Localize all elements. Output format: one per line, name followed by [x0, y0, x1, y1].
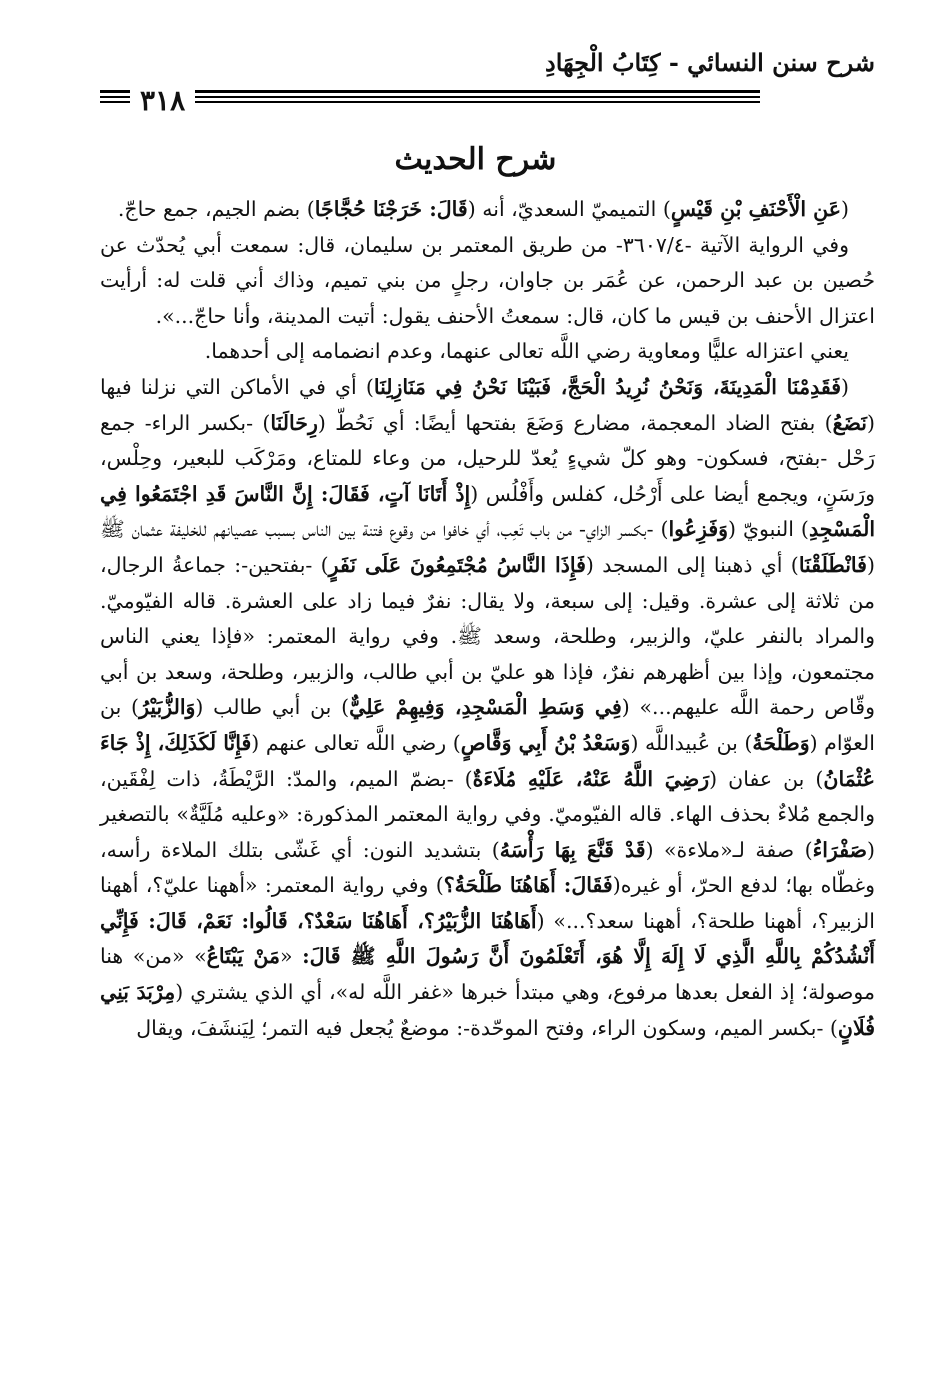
hadith-quote: فَإِذَا النَّاسُ مُجْتَمِعُونَ عَلَى نَفَرٍ: [328, 552, 586, 577]
hadith-quote: صَفْرَاءُ: [812, 837, 868, 862]
hadith-quote: وَالزُّبَيْرُ: [139, 695, 196, 720]
hadith-quote: إِذْ أَتَانَا آتٍ، فَقَالَ: إِنَّ النَّاسَ قَدِ اجْتَمَعُوا فِي الْمَسْجِدِ: [100, 481, 876, 542]
hadith-quote: مِرْبَدَ بَنِي فُلَانٍ: [100, 980, 875, 1040]
hadith-quote: نَضَعُ: [832, 410, 867, 435]
hadith-quote: مَنْ يَبْتَاعُ: [206, 944, 280, 969]
commentary-text: ) أي ذهبنا إلى المسجد (: [585, 552, 799, 577]
commentary-text: ) -بفتحين-: جماعةُ الرجال، من ثلاثة إلى عشرة. وقيل: إلى سبعة، ولا يقال: نفرٌ فيما زاد على العشرة. قاله الفيّوميّ. والمراد بالنفر عليّ، والزبير، وطلحة، وسعد ﷺ. وفي رواية المعتمر: «فإذا يعني الناس مجتمعون، وإذا بين أظهرهم نفرٌ، فإذا هو عليّ بن أبي طالب، والزبير، وطلحة، وسعد بن أبي وقّاص رحمة اللَّه عليهم...» (: [100, 552, 875, 720]
hadith-quote: وَطَلْحَةُ: [752, 730, 810, 755]
commentary-text: «: [279, 944, 303, 969]
hadith-quote: قَدْ قَنَّعَ بِهَا رَأْسَهُ: [499, 837, 646, 862]
hadith-quote: وَسَعْدُ بْنُ أَبِي وَقَّاصٍ: [460, 730, 631, 755]
header-rule: [100, 90, 760, 106]
commentary-text: ) التميميّ السعديّ، أنه (: [467, 197, 671, 221]
page-header: [100, 40, 875, 117]
hadith-quote: قَالَ: خَرَجْنَا حُجَّاجًا: [314, 197, 468, 221]
commentary-text: ) بتشديد النون: أي غَشّى بتلك الملاءة رأسه، وغطّاه بها؛ لدفع الحرّ، أو غيره(: [100, 837, 875, 898]
hadith-quote: وَفَزِعُوا: [668, 517, 729, 542]
paragraph: [100, 192, 875, 228]
running-title: شرح سنن النسائي - كِتَابُ الْجِهَادِ: [545, 48, 875, 77]
commentary-text: ) أي في الأماكن التي نزلنا فيها (: [100, 374, 875, 435]
commentary-text: ) بن عفان (: [709, 766, 824, 791]
hadith-quote: رَضِيَ اللَّهُ عَنْهُ، عَلَيْهِ مُلَاءَةٌ: [472, 766, 710, 791]
commentary-text: ) بفتح الضاد المعجمة، مضارع وَضَعَ بفتحها أيضًا: أي نَحُطّ (: [317, 410, 833, 435]
hadith-quote: فَقَدِمْنَا الْمَدِينَةَ، وَنَحْنُ نُرِيدُ الْحَجَّ، فَبَيْنَا نَحْنُ فِي مَنَازِلِنَا: [373, 374, 841, 399]
commentary-text: يعني اعتزاله عليًّا ومعاوية رضي اللَّه تعالى عنهما، وعدم انضمامه إلى أحدهما.: [204, 339, 849, 364]
hadith-quote: رِحَالَنَا: [270, 410, 318, 435]
paragraph: [100, 334, 875, 370]
commentary-text: ) -بكسر الزاي- من باب تَعِب، أي خافوا من وقوع فتنة بين الناس بسبب عصيانهم للخليفة عثمان ﷺ (: [100, 517, 875, 577]
hadith-quote: فَإِنَّا لَكَذَلِكَ، إِذْ جَاءَ عُثْمَانُ: [100, 730, 875, 791]
commentary-text: ) -بكسر الراء- جمع رَحْل -بفتح، فسكون- وهو كلّ شيءٍ يُعدّ للرحيل، من وعاء للمتاع، ومَرْكَب للبعير، وحِلْس، ورَسَنٍ، ويجمع أيضا على أَرْحُل، كفلس وأَفْلُس (: [100, 410, 875, 506]
commentary-text: ) بضم الجيم، جمع حاجّ.: [117, 197, 315, 221]
body-text: [100, 192, 875, 1046]
hadith-quote: عَنِ الْأَحْنَفِ بْنِ قَيْسٍ: [670, 197, 841, 221]
hadith-quote: فَقَالَ: أَهَاهُنَا طَلْحَةُ؟: [443, 873, 613, 898]
commentary-text: ) وفي رواية المعتمر: «أههنا عليّ؟، أههنا الزبير؟، أههنا طلحة؟، أههنا سعد؟...» (: [100, 873, 875, 933]
commentary-text: ) النبويّ (: [728, 517, 809, 542]
paragraph: [100, 370, 875, 1046]
hadith-quote: أَهَاهُنَا الزُّبَيْرُ؟، أَهَاهُنَا سَعْدٌ؟، قَالُوا: نَعَمْ، قَالَ: فَإِنِّي أَنْشُدُكُمْ بِاللَّهِ الَّذِي لَا إِلَهَ إِلَّا هُوَ، أَتَعْلَمُونَ أَنَّ رَسُولَ اللَّهِ ﷺ قَالَ:: [100, 908, 875, 969]
commentary-text: ) بن العوّام (: [100, 695, 875, 755]
hadith-quote: فَانْطَلَقْنَا: [798, 552, 867, 577]
commentary-text: ) صفة لـ«ملاءة» (: [645, 837, 813, 862]
commentary-text: » «من» هنا موصولة؛ إذ الفعل بعدها مرفوع، وهي مبتدأ خبرها «غفر اللَّه له»، أي الذي يشتري (: [100, 944, 875, 1005]
commentary-text: ) -بكسر الميم، وسكون الراء، وفتح الموحّدة-: موضعٌ يُجعل فيه التمر؛ لِيَنشَفَ، ويقال: [136, 1015, 838, 1040]
commentary-text: ) بن عُبيداللَّه (: [630, 730, 753, 755]
page-number: ٣١٨: [130, 84, 195, 117]
commentary-text: (: [841, 197, 849, 221]
commentary-text: (: [841, 374, 849, 399]
paragraph: [100, 228, 875, 335]
hadith-quote: فِي وَسَطِ الْمَسْجِدِ، وَفِيهِمْ عَلِيٌّ: [349, 695, 622, 720]
commentary-text: ) بن أبي طالب (: [195, 695, 350, 720]
commentary-text: ) -بضمّ الميم، والمدّ: الرَّيْطَةُ، ذات لِفْقَين، والجمع مُلاءٌ بحذف الهاء. قاله الفيّوميّ. وفي رواية المعتمر المذكورة: «وعليه مُلَيَّةٌ» بالتصغير (: [100, 766, 876, 862]
section-heading: شرح الحديث: [394, 142, 557, 177]
commentary-text: وفي الرواية الآتية -٣٦٠٧/٤- من طريق المعتمر بن سليمان، قال: سمعت أبي يُحدّث عن حُصين بن عبد الرحمن، عن عُمَر بن جاوان، رجلٍ من بني تميم، وذاك أني قلت له: أرأيت اعتزال الأحنف بن قيس ما كان، قال: سمعتُ الأحنف يقول: أتيت المدينة، وأنا حاجّ...».: [100, 232, 875, 328]
commentary-text: ) رضي اللَّه تعالى عنهم (: [251, 730, 461, 755]
